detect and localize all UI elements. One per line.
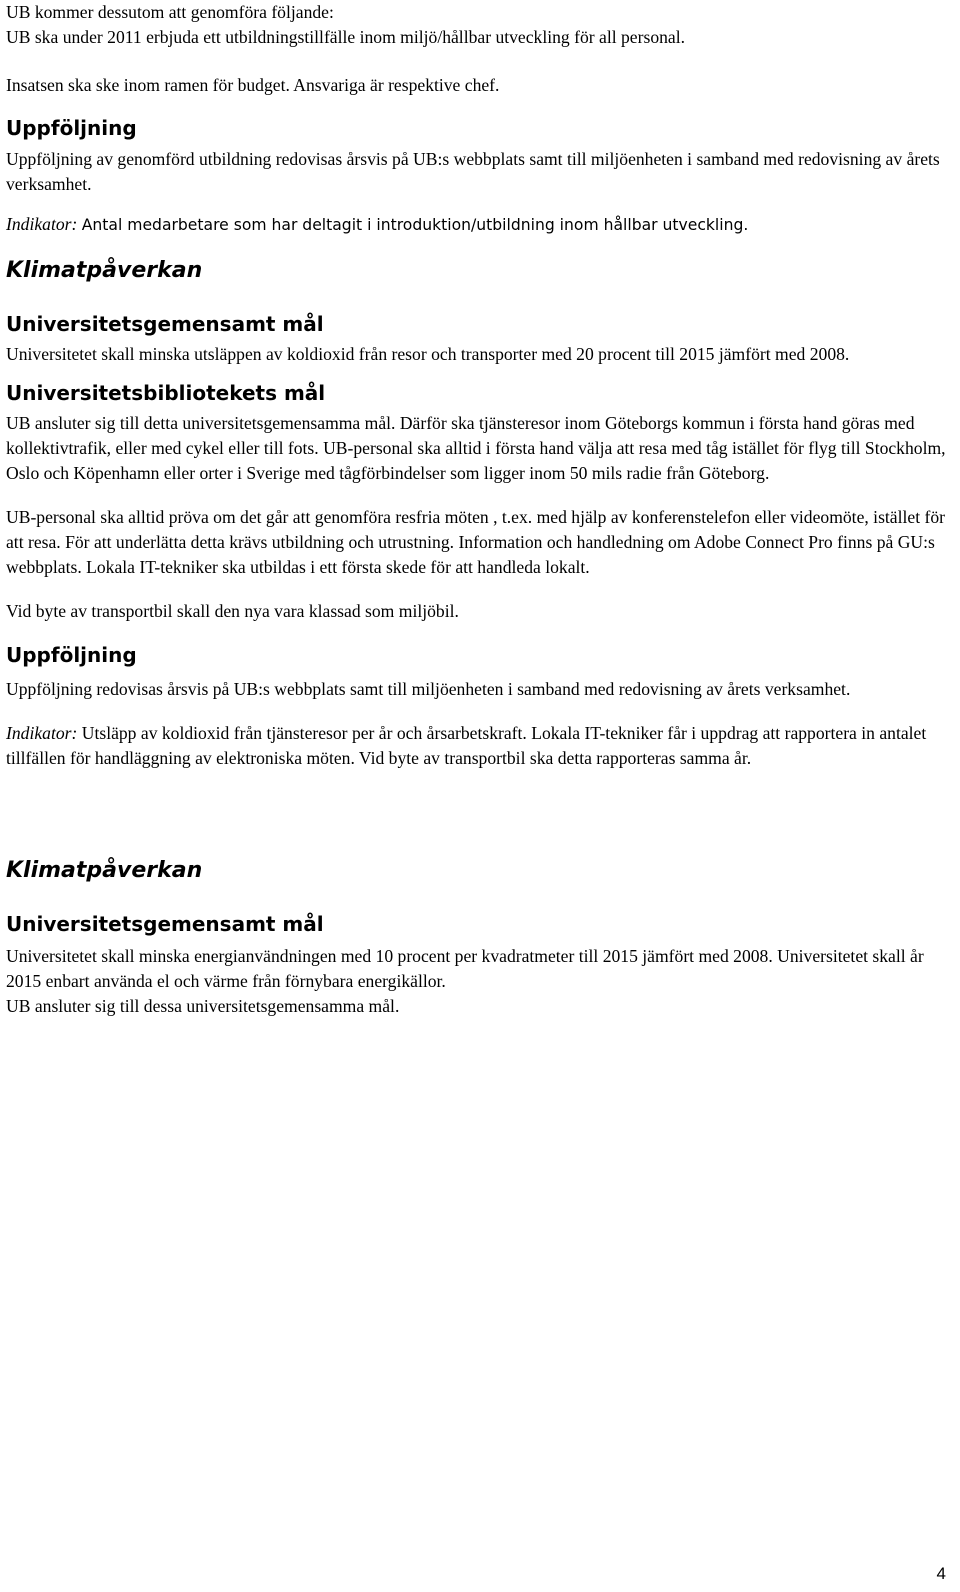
indicator-text-2: Utsläpp av koldioxid från tjänsteresor per år och årsarbetskraft. Lokala IT-tekniker får i uppdrag att rapportera in antalet tillfällen för handläggning av elektroniska möten. Vid byte av transportbil ska detta rapporteras samma år. (6, 723, 927, 768)
university-goal-text-3: UB ansluter sig till dessa universitetsgemensamma mål. (6, 996, 400, 1016)
followup-heading-2: Uppföljning (6, 643, 137, 667)
document-page (6, 0, 952, 1019)
followup-text: Uppföljning av genomförd utbildning redovisas årsvis på UB:s webbplats samt till miljöenheten i samband med redovisning av årets verksamhet. (6, 149, 940, 194)
followup-heading: Uppföljning (6, 116, 137, 140)
intro-line-1: UB kommer dessutom att genomföra följande: (6, 2, 334, 22)
followup-text-2: Uppföljning redovisas årsvis på UB:s webbplats samt till miljöenheten i samband med redovisning av årets verksamhet. (6, 679, 851, 699)
section-heading-climate: Klimatpåverkan (6, 258, 203, 283)
section-heading-climate-2: Klimatpåverkan (6, 858, 203, 883)
university-goal-text: Universitetet skall minska utsläppen av koldioxid från resor och transporter med 20 procent till 2015 jämfört med 2008. (6, 344, 850, 364)
indicator-label-2: Indikator: (6, 723, 78, 743)
university-goal-text-2: Universitetet skall minska energianvändningen med 10 procent per kvadratmeter till 2015 jämfört med 2008. Universitetet skall år 2015 enbart använda el och värme från förnybara energikällor. (6, 946, 924, 991)
library-goal-paragraph-1: UB ansluter sig till detta universitetsgemensamma mål. Därför ska tjänsteresor inom Göteborgs kommun i första hand göras med kollektivtrafik, eller med cykel eller till fots. UB-personal ska alltid i första hand välja att resa med tåg istället för flyg till Stockholm, Oslo och Köpenhamn eller orter i Sverige med tågförbindelser som ligger inom 50 mils radie från Göteborg. (6, 413, 946, 483)
page-number: 4 (936, 1564, 946, 1583)
intro-line-3: Insatsen ska ske inom ramen för budget. Ansvariga är respektive chef. (6, 75, 500, 95)
university-goal-heading-2: Universitetsgemensamt mål (6, 912, 324, 936)
library-goal-heading: Universitetsbibliotekets mål (6, 381, 326, 405)
library-goal-paragraph-3: Vid byte av transportbil skall den nya vara klassad som miljöbil. (6, 601, 459, 621)
library-goal-paragraph-2: UB-personal ska alltid pröva om det går att genomföra resfria möten , t.ex. med hjälp av konferenstelefon eller videomöte, istället för att resa. För att underlätta detta krävs utbildning och utrustning. Information och handledning om Adobe Connect Pro finns på GU:s webbplats. Lokala IT-tekniker ska utbildas i ett första skede för att handleda lokalt. (6, 507, 945, 577)
intro-line-2: UB ska under 2011 erbjuda ett utbildningstillfälle inom miljö/hållbar utveckling för all personal. (6, 27, 686, 47)
indicator-paragraph-2 (6, 721, 952, 771)
indicator-paragraph (6, 212, 952, 238)
indicator-label: Indikator: (6, 214, 78, 234)
indicator-text: Antal medarbetare som har deltagit i introduktion/utbildning inom hållbar utveckling. (81, 216, 749, 234)
university-goal-heading: Universitetsgemensamt mål (6, 312, 324, 336)
